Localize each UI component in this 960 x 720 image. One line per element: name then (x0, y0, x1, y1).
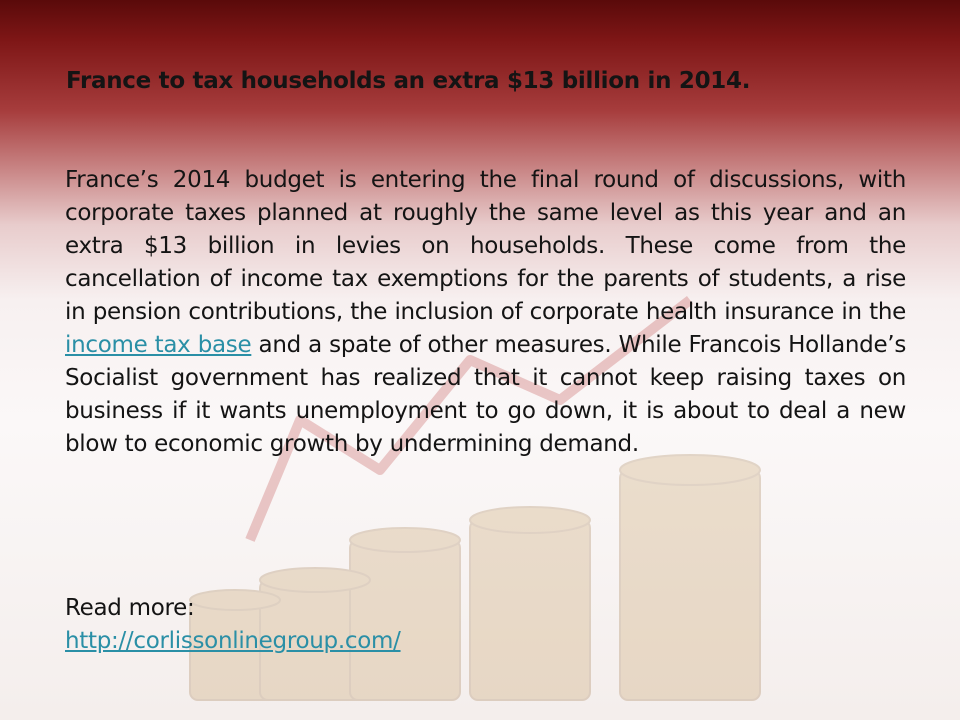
read-more-section (65, 592, 665, 658)
article-text-part-1: France’s 2014 budget is entering the final round of discussions, with corporate taxes planned at roughly the same level as this year and an extra $13 billion in levies on households. These come from the cancellation of income tax exemptions for the parents of students, a rise in pension contributions, the inclusion of corporate health insurance in the (65, 167, 906, 325)
source-url-link[interactable]: http://corlissonlinegroup.com/ (65, 628, 401, 654)
article-text-part-2: and a spate of other measures. While Francois Hollande’s Socialist government has realized that it cannot keep raising taxes on business if it wants unemployment to go down, it is about to deal a new blow to economic growth by undermining demand. (65, 332, 906, 457)
article-body (65, 164, 906, 461)
headline: France to tax households an extra $13 billion in 2014. (66, 68, 751, 94)
income-tax-base-link[interactable]: income tax base (65, 332, 252, 358)
read-more-label: Read more: (65, 595, 195, 621)
